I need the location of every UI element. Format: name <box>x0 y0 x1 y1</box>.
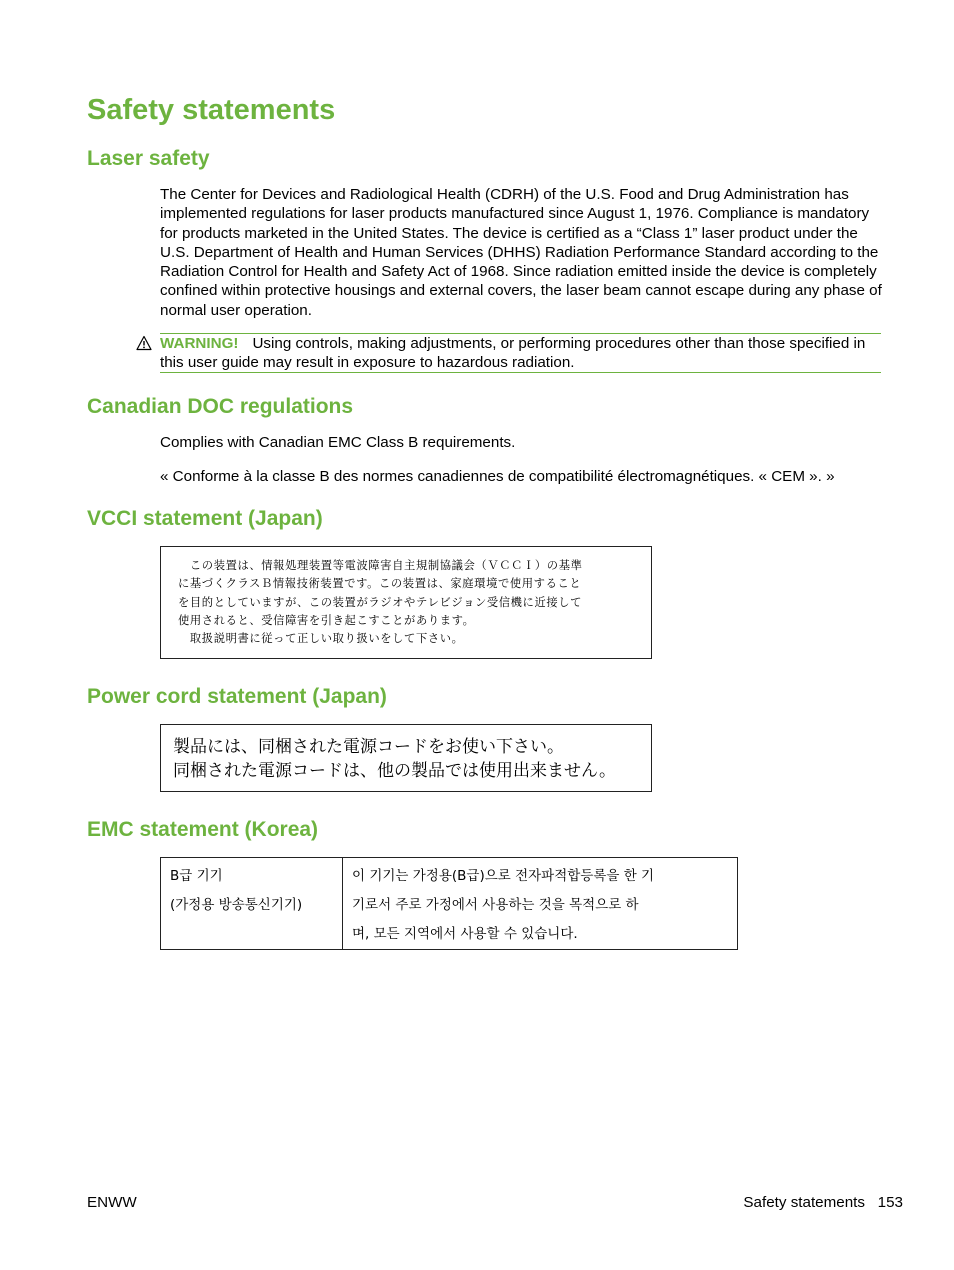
emc-korea-table <box>160 857 738 950</box>
vcci-line: 使用されると、受信障害を引き起こすことがあります。 <box>178 613 475 627</box>
emc-description-line: 기로서 주로 가정에서 사용하는 것을 목적으로 하 <box>352 897 639 913</box>
warning-message <box>160 334 881 373</box>
emc-description-line: 며, 모든 지역에서 사용할 수 있습니다. <box>352 926 578 942</box>
footer-page-number: 153 <box>877 1194 903 1211</box>
warning-label: WARNING! <box>160 335 239 352</box>
vcci-line: 取扱説明書に従って正しい取り扱いをして下さい。 <box>178 632 464 646</box>
power-cord-statement-box <box>160 724 652 792</box>
canadian-doc-heading: Canadian DOC regulations <box>87 395 354 418</box>
vcci-line: を目的としていますが、この装置がラジオやテレビジョン受信機に近接して <box>178 595 583 609</box>
vcci-heading: VCCI statement (Japan) <box>87 507 323 530</box>
emc-description-cell <box>343 858 738 950</box>
warning-triangle-icon <box>136 335 152 351</box>
vcci-line: に基づくクラスＢ情報技術装置です。この装置は、家庭環境で使用すること <box>178 577 582 591</box>
power-cord-line: 製品には、同梱された電源コードをお使い下さい。 <box>173 737 564 757</box>
footer-left: ENWW <box>87 1194 137 1211</box>
warning-box <box>160 333 881 373</box>
emc-class-line: (가정용 방송통신기기) <box>170 897 303 913</box>
canadian-line-2: « Conforme à la classe B des normes canadiennes de compatibilité électromagnétiques. « CEM ». » <box>160 468 835 485</box>
power-cord-heading: Power cord statement (Japan) <box>87 685 387 708</box>
emc-korea-heading: EMC statement (Korea) <box>87 818 319 841</box>
laser-safety-body: The Center for Devices and Radiological Health (CDRH) of the U.S. Food and Drug Administration has implemented regulations for laser products manufactured since August 1, 1976. Compliance is mandatory for products marketed in the United States. The device is certified as a “Class 1” laser product under the U.S. Department of Health and Human Services (DHHS) Radiation Performance Standard according to the Radiation Control for Health and Safety Act of 1968. Since radiation emitted inside the device is completely confined within protective housings and external covers, the laser beam cannot escape during any phase of normal user operation. <box>160 186 882 319</box>
page-title: Safety statements <box>87 94 336 126</box>
vcci-line: この装置は、情報処理装置等電波障害自主規制協議会（ＶＣＣＩ）の基準 <box>178 559 583 572</box>
laser-safety-heading: Laser safety <box>87 147 210 170</box>
warning-text: Using controls, making adjustments, or performing procedures other than those specified in this user guide may result in exposure to hazardous radiation. <box>160 335 866 372</box>
emc-description-line: 이 기기는 가정용(B급)으로 전자파적합등록을 한 기 <box>352 868 655 884</box>
power-cord-line: 同梱された電源コードは、他の製品では使用出来ません。 <box>173 761 617 781</box>
emc-class-cell <box>161 858 343 950</box>
footer-section-title: Safety statements <box>743 1194 865 1211</box>
emc-class-line: B급 기기 <box>170 868 223 884</box>
footer-right <box>743 1194 903 1212</box>
vcci-statement-box <box>160 546 652 659</box>
canadian-line-1: Complies with Canadian EMC Class B requirements. <box>160 434 516 451</box>
